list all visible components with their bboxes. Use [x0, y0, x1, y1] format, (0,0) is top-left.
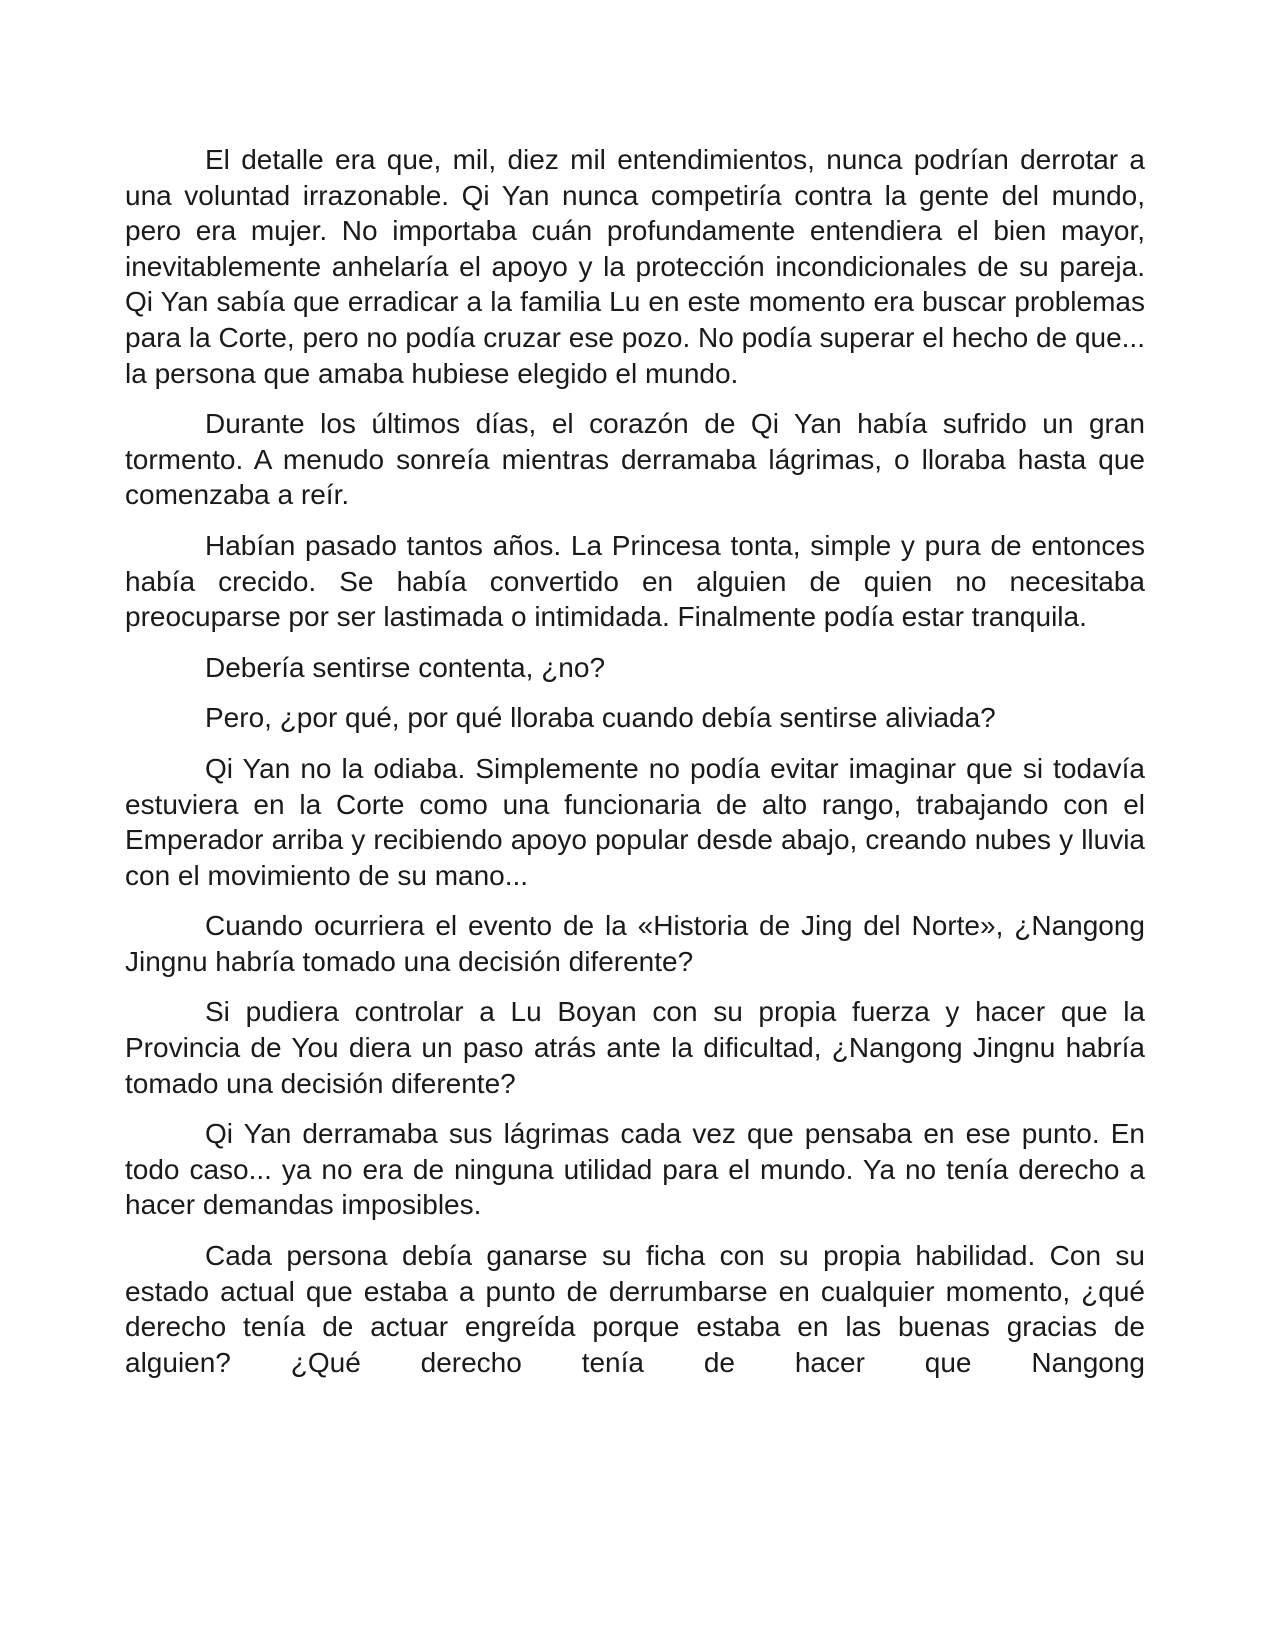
paragraph: Debería sentirse contenta, ¿no?	[205, 651, 606, 683]
paragraph: Cada persona debía ganarse su ficha con su propia habilidad. Con su estado actual que estaba a punto de derrumbarse en cualquier momento, ¿qué derecho tenía de actuar engreída porque estaba en las buenas gracias de alguien? ¿Qué derecho tenía de hacer que Nangong	[125, 1240, 1145, 1378]
paragraph: Cuando ocurriera el evento de la «Historia de Jing del Norte», ¿Nangong Jingnu habría tomado una decisión diferente?	[125, 910, 1145, 977]
paragraph: Qi Yan no la odiaba. Simplemente no podía evitar imaginar que si todavía estuviera en la Corte como una funcionaria de alto rango, trabajando con el Emperador arriba y recibiendo apoyo popular desde abajo, creando nubes y lluvia con el movimiento de su mano...	[125, 752, 1145, 891]
paragraph: Pero, ¿por qué, por qué lloraba cuando debía sentirse aliviada?	[205, 702, 996, 734]
paragraph: Habían pasado tantos años. La Princesa tonta, simple y pura de entonces había crecido. Se había convertido en alguien de quien no necesitaba preocuparse por ser lastimada o intimidada. Finalmente podía estar tranquila.	[125, 529, 1145, 633]
body-text	[125, 142, 1145, 1395]
paragraph: Si pudiera controlar a Lu Boyan con su propia fuerza y hacer que la Provincia de You diera un paso atrás ante la dificultad, ¿Nangong Jingnu habría tomado una decisión diferente?	[125, 996, 1145, 1099]
paragraph: El detalle era que, mil, diez mil entendimientos, nunca podrían derrotar a una voluntad irrazonable. Qi Yan nunca competiría contra la gente del mundo, pero era mujer. No importaba cuán profundamente entendiera el bien mayor, inevitablemente anhelaría el apoyo y la protección incondicionales de su pareja. Qi Yan sabía que erradicar a la familia Lu en este momento era buscar problemas para la Corte, pero no podía cruzar ese pozo. No podía superar el hecho de que... la persona que amaba hubiese elegido el mundo.	[125, 144, 1145, 389]
paragraph: Qi Yan derramaba sus lágrimas cada vez que pensaba en ese punto. En todo caso... ya no era de ninguna utilidad para el mundo. Ya no tenía derecho a hacer demandas imposibles.	[125, 1118, 1145, 1221]
paragraph: Durante los últimos días, el corazón de Qi Yan había sufrido un gran tormento. A menudo sonreía mientras derramaba lágrimas, o lloraba hasta que comenzaba a reír.	[125, 408, 1145, 511]
